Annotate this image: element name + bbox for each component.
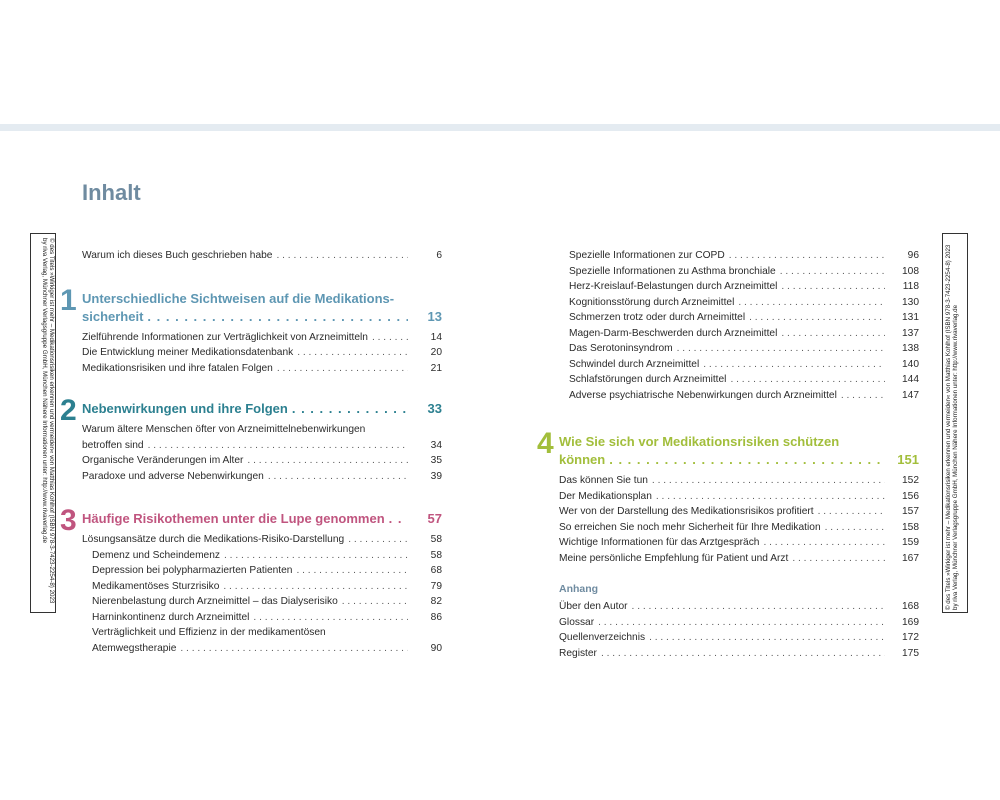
toc-entry[interactable]: [559, 599, 919, 615]
chapter-heading-row[interactable]: [82, 308, 442, 326]
toc-entry-page: 159: [902, 537, 919, 548]
toc-subentry[interactable]: [82, 579, 442, 595]
toc-entry-line1[interactable]: Warum ältere Menschen öfter von Arzneimittelnebenwirkungen: [82, 424, 366, 435]
chapter-heading: Nebenwirkungen und ihre Folgen: [82, 401, 288, 416]
toc-subentry[interactable]: [82, 641, 442, 657]
toc-entry-page: 144: [902, 374, 919, 385]
toc-subentry[interactable]: [82, 610, 442, 626]
toc-entry[interactable]: [559, 615, 919, 631]
toc-entry-label: Nierenbelastung durch Arzneimittel – das Dialyserisiko: [92, 596, 338, 607]
toc-entry-page: 82: [430, 596, 442, 607]
toc-entry-page: 167: [902, 552, 919, 564]
leader-dots: [649, 630, 885, 646]
toc-entry-page: 131: [902, 312, 919, 323]
toc-entry[interactable]: [559, 473, 919, 489]
toc-entry-label: Schwindel durch Arzneimittel: [569, 358, 700, 370]
toc-entry-label: Über den Autor: [559, 601, 628, 612]
page-title: Inhalt: [82, 180, 141, 205]
toc-subentry[interactable]: [559, 326, 919, 342]
leader-dots: [247, 453, 408, 469]
leader-dots: [729, 248, 885, 264]
leader-dots: [609, 451, 885, 469]
leader-dots: [223, 579, 408, 595]
copyright-box-right: [942, 233, 968, 613]
leader-dots: [277, 361, 408, 377]
leader-dots: [841, 388, 885, 404]
leader-dots: [148, 438, 408, 454]
leader-dots: [253, 610, 408, 626]
toc-entry-page: 158: [902, 521, 919, 533]
toc-subentry[interactable]: [559, 357, 919, 373]
toc-entry-page: 34: [430, 439, 442, 451]
toc-subentry[interactable]: [82, 563, 442, 579]
chapter-heading-row[interactable]: [559, 451, 919, 469]
toc-entry-label: Die Entwicklung meiner Medikationsdatenbank: [82, 347, 294, 358]
toc-entry-page: 39: [430, 470, 442, 482]
toc-entry-page: 156: [902, 490, 919, 502]
toc-entry-label: Harninkontinenz durch Arzneimittel: [92, 611, 250, 623]
leader-dots: [781, 279, 885, 295]
leader-dots: [601, 646, 885, 662]
appendix-title: Anhang: [559, 583, 599, 595]
toc-entry-page: 152: [902, 475, 919, 486]
toc-entry-label: Magen-Darm-Beschwerden durch Arzneimittel: [569, 327, 778, 339]
toc-entry[interactable]: [82, 532, 442, 548]
leader-dots: [632, 599, 885, 615]
chapter-page: 57: [427, 511, 442, 526]
toc-entry-page: 79: [430, 580, 442, 592]
toc-entry[interactable]: [82, 361, 442, 377]
leader-dots: [292, 400, 408, 418]
leader-dots: [389, 510, 408, 528]
toc-entry-page: 68: [430, 565, 442, 576]
leader-dots: [703, 357, 885, 373]
toc-subentry[interactable]: [559, 341, 919, 357]
toc-entry-label: Register: [559, 647, 597, 659]
leader-dots: [656, 489, 885, 505]
toc-entry[interactable]: [82, 453, 442, 469]
toc-subentry[interactable]: [559, 310, 919, 326]
chapter-number: 4: [537, 427, 554, 460]
leader-dots: [792, 551, 885, 567]
leader-dots: [825, 520, 885, 536]
toc-entry-label: So erreichen Sie noch mehr Sicherheit für Ihre Medikation: [559, 521, 821, 533]
leader-dots: [818, 504, 885, 520]
toc-entry-page: 137: [902, 327, 919, 339]
toc-entry-page: 157: [902, 506, 919, 517]
leader-dots: [598, 615, 885, 631]
toc-entry-label: Paradoxe und adverse Nebenwirkungen: [82, 470, 264, 482]
toc-entry-label: Medikamentöses Sturzrisiko: [92, 580, 220, 592]
chapter-heading-cont: können: [559, 452, 606, 467]
toc-entry-label: Depression bei polypharmazierten Patienten: [92, 565, 293, 576]
leader-dots: [276, 248, 408, 264]
toc-subentry-line1[interactable]: Verträglichkeit und Effizienz in der medikamentösen: [92, 627, 326, 638]
chapter-1: [60, 283, 442, 326]
toc-entry[interactable]: [82, 438, 442, 454]
chapter-page: 33: [427, 401, 442, 416]
toc-entry-label: Wer von der Darstellung des Medikationsrisikos profitiert: [559, 506, 814, 517]
toc-entry-label: Schlafstörungen durch Arzneimittel: [569, 374, 727, 385]
chapter-number: 3: [60, 504, 77, 537]
leader-dots: [297, 345, 408, 361]
toc-entry-label: Das können Sie tun: [559, 475, 648, 486]
toc-entry-page: 20: [430, 347, 442, 358]
toc-entry-label: Das Serotoninsyndrom: [569, 343, 673, 354]
toc-entry-label: Wichtige Informationen für das Arztgespräch: [559, 537, 760, 548]
chapter-heading-row[interactable]: [82, 510, 442, 528]
header-band: [0, 124, 1000, 131]
toc-entry[interactable]: [559, 520, 919, 536]
toc-subentry[interactable]: [559, 372, 919, 388]
leader-dots: [652, 473, 885, 489]
toc-entry-label: Medikationsrisiken und ihre fatalen Folgen: [82, 362, 273, 374]
toc-entry-label: Spezielle Informationen zur COPD: [569, 250, 725, 261]
chapter-heading: Häufige Risikothemen unter die Lupe genommen: [82, 511, 385, 526]
toc-entry-page: 6: [436, 250, 442, 261]
toc-entry-page: 172: [902, 632, 919, 643]
chapter-3: [60, 504, 442, 537]
toc-entry-page: 58: [430, 534, 442, 545]
chapter-heading[interactable]: Wie Sie sich vor Medikationsrisiken schützen: [559, 434, 840, 449]
leader-dots: [296, 563, 408, 579]
copyright-text-right: © des Titels »Wirkiger ist mehr – Medikationsrisiken erkennen und vermeiden« von Matthias Kohlhof (ISBN 978-3-7423-2254-8) 2023 by riva Verlag, Münchner Verlagsgruppe GmbH, München Nähere Informationen unter: http://www.rivaverlag.de: [945, 244, 960, 610]
copyright-text-left: © des Titels »Wirkiger ist mehr – Medikationsrisiken erkennen und vermeiden« von Matthias Kohlhof (ISBN 978-3-7423-2254-8) 2023 by riva Verlag, Münchner Verlagsgruppe GmbH, München Nähere Informationen unter: http://www.rivaverlag.de: [40, 238, 55, 604]
leader-dots: [342, 594, 408, 610]
toc-entry-label: Schmerzen trotz oder durch Arneimittel: [569, 312, 746, 323]
toc-entry-label: Der Medikationsplan: [559, 490, 652, 502]
toc-entry-page: 90: [430, 642, 442, 654]
toc-entry-page: 58: [430, 549, 442, 561]
toc-entry-page: 108: [902, 265, 919, 277]
toc-entry-page: 147: [902, 389, 919, 401]
toc-entry-label: Warum ich dieses Buch geschrieben habe: [82, 250, 273, 261]
leader-dots: [348, 532, 408, 548]
toc-subentry[interactable]: [559, 264, 919, 280]
toc-entry-label: Atemwegstherapie: [92, 642, 177, 654]
toc-entry-page: 175: [902, 647, 919, 659]
chapter-number: 1: [60, 283, 77, 317]
leader-dots: [677, 341, 885, 357]
toc-entry-page: 168: [902, 601, 919, 612]
chapter-2: [60, 394, 442, 427]
toc-entry[interactable]: [82, 248, 442, 264]
toc-entry-page: 21: [430, 362, 442, 374]
toc-entry-label: Meine persönliche Empfehlung für Patient und Arzt: [559, 552, 789, 564]
toc-entry[interactable]: [82, 330, 442, 346]
toc-entry-label: Herz-Kreislauf-Belastungen durch Arzneimittel: [569, 281, 778, 292]
toc-entry-label: Adverse psychiatrische Nebenwirkungen durch Arzneimittel: [569, 389, 837, 401]
leader-dots: [730, 372, 885, 388]
toc-subentry[interactable]: [559, 248, 919, 264]
chapter-page: 151: [897, 452, 919, 467]
toc-subentry[interactable]: [82, 548, 442, 564]
toc-entry-label: Spezielle Informationen zu Asthma bronchiale: [569, 265, 776, 277]
leader-dots: [763, 535, 885, 551]
leader-dots: [781, 326, 885, 342]
toc-entry[interactable]: [559, 535, 919, 551]
toc-entry[interactable]: [559, 646, 919, 662]
toc-entry-label: betroffen sind: [82, 439, 144, 451]
leader-dots: [147, 308, 408, 326]
toc-entry-page: 169: [902, 616, 919, 628]
toc-entry[interactable]: [559, 551, 919, 567]
toc-entry-label: Quellenverzeichnis: [559, 632, 646, 643]
chapter-heading[interactable]: Unterschiedliche Sichtweisen auf die Medikations-: [82, 290, 395, 306]
toc-subentry[interactable]: [559, 388, 919, 404]
chapter-number: 2: [60, 394, 77, 427]
chapter-heading-cont: sicherheit: [82, 308, 144, 324]
toc-subentry[interactable]: [82, 594, 442, 610]
toc-entry-page: 35: [430, 455, 442, 466]
toc-entry-label: Kognitionsstörung durch Arzneimittel: [569, 296, 735, 308]
toc-entry[interactable]: [559, 489, 919, 505]
toc-entry-page: 118: [902, 281, 919, 292]
toc-entry[interactable]: [559, 630, 919, 646]
leader-dots: [268, 469, 408, 485]
toc-entry-page: 138: [902, 343, 919, 354]
leader-dots: [224, 548, 408, 564]
toc-subentry[interactable]: [559, 295, 919, 311]
toc-entry-label: Glossar: [559, 616, 595, 628]
toc-entry-page: 86: [430, 611, 442, 623]
toc-subentry[interactable]: [559, 279, 919, 295]
chapter-page: 13: [427, 308, 442, 324]
toc-entry[interactable]: [82, 469, 442, 485]
toc-entry-page: 130: [902, 296, 919, 308]
toc-entry-page: 140: [902, 358, 919, 370]
chapter-heading-row[interactable]: [82, 400, 442, 418]
chapter-4: [537, 427, 919, 469]
leader-dots: [738, 295, 885, 311]
toc-right-column: [537, 248, 919, 661]
toc-entry-label: Demenz und Scheindemenz: [92, 549, 220, 561]
leader-dots: [372, 330, 408, 346]
copyright-box-left: [30, 233, 56, 613]
toc-entry[interactable]: [559, 504, 919, 520]
toc-entry-label: Organische Veränderungen im Alter: [82, 455, 244, 466]
toc-entry[interactable]: [82, 345, 442, 361]
leader-dots: [180, 641, 408, 657]
toc-left-column: [60, 248, 442, 656]
leader-dots: [749, 310, 885, 326]
toc-entry-label: Lösungsansätze durch die Medikations-Risiko-Darstellung: [82, 534, 345, 545]
leader-dots: [780, 264, 885, 280]
toc-entry-page: 96: [907, 250, 919, 261]
toc-entry-label: Zielführende Informationen zur Verträglichkeit von Arzneimitteln: [82, 331, 368, 343]
toc-entry-page: 14: [430, 331, 442, 343]
